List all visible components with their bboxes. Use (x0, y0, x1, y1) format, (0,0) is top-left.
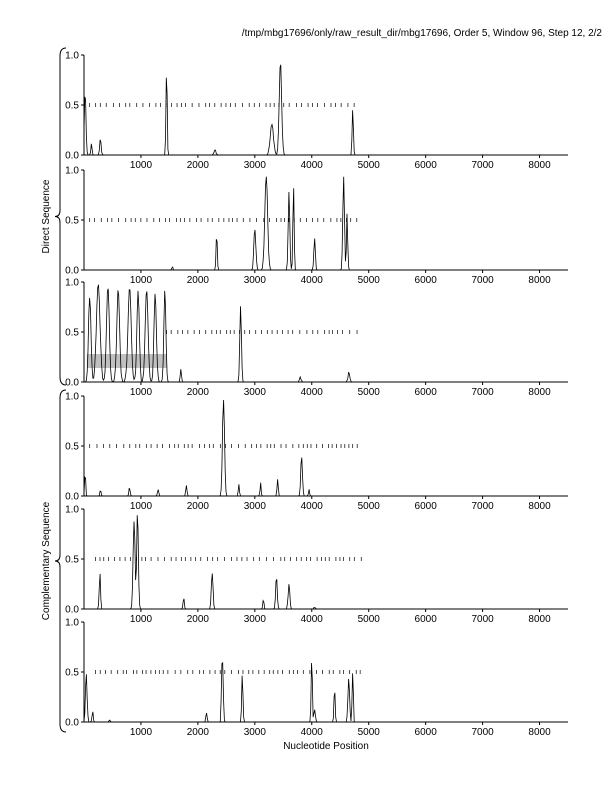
series-line (84, 515, 568, 609)
x-tick-label: 6000 (414, 727, 437, 738)
x-tick-label: 6000 (414, 275, 437, 286)
x-tick-label: 3000 (243, 387, 266, 398)
x-tick-label: 5000 (357, 275, 380, 286)
x-tick-label: 1000 (129, 501, 153, 512)
x-tick-label: 2000 (186, 501, 210, 512)
panel-3 (65, 278, 568, 399)
series-line (84, 663, 568, 722)
x-tick-label: 3000 (243, 275, 266, 286)
x-tick-label: 6000 (414, 501, 437, 512)
dash-row (90, 103, 354, 107)
panel-5 (65, 505, 568, 626)
y-tick-label: 0.5 (65, 327, 79, 339)
y-tick-label: 0.0 (65, 377, 79, 389)
x-tick-label: 5000 (357, 387, 380, 398)
file-info-header: /tmp/mbg17696/only/raw_result_dir/mbg17696, Order 5, Window 96, Step 12, 2/2 (241, 28, 602, 39)
y-tick-label: 0.5 (65, 215, 79, 227)
x-tick-label: 4000 (300, 387, 323, 398)
x-tick-label: 2000 (186, 160, 210, 171)
series-line (84, 65, 568, 155)
x-tick-label: 7000 (471, 501, 494, 512)
x-tick-label: 6000 (414, 614, 437, 625)
x-tick-label: 1000 (129, 727, 153, 738)
y-tick-label: 0.5 (65, 100, 79, 112)
panel-4 (65, 392, 568, 513)
x-tick-label: 5000 (357, 501, 380, 512)
x-tick-label: 7000 (471, 727, 494, 738)
x-tick-label: 6000 (414, 387, 437, 398)
x-tick-label: 3000 (243, 160, 266, 171)
x-tick-label: 2000 (186, 275, 210, 286)
y-tick-label: 1.0 (65, 391, 79, 403)
x-tick-label: 8000 (528, 275, 551, 286)
dash-row (90, 444, 358, 448)
x-tick-label: 8000 (528, 727, 551, 738)
complementary-group-label: Complementary Sequence (41, 501, 52, 621)
x-tick-label: 8000 (528, 387, 551, 398)
x-tick-label: 2000 (186, 387, 210, 398)
y-tick-label: 1.0 (65, 50, 79, 62)
x-axis-title: Nucleotide Position (283, 741, 369, 752)
x-tick-label: 8000 (528, 160, 551, 171)
x-tick-label: 1000 (129, 387, 153, 398)
x-tick-label: 2000 (186, 614, 210, 625)
x-tick-label: 4000 (300, 614, 323, 625)
x-tick-label: 8000 (528, 614, 551, 625)
x-tick-label: 5000 (357, 614, 380, 625)
x-tick-label: 3000 (243, 727, 266, 738)
series-line (84, 400, 568, 496)
x-tick-label: 7000 (471, 160, 494, 171)
direct-group-label: Direct Sequence (41, 179, 52, 254)
y-tick-label: 0.5 (65, 667, 79, 679)
x-tick-label: 1000 (129, 275, 153, 286)
x-tick-label: 4000 (300, 727, 323, 738)
x-tick-label: 1000 (129, 614, 153, 625)
x-tick-label: 7000 (471, 275, 494, 286)
x-tick-label: 7000 (471, 614, 494, 625)
x-tick-label: 1000 (129, 160, 153, 171)
x-tick-label: 8000 (528, 501, 551, 512)
panel-2 (65, 166, 568, 287)
y-tick-label: 0.0 (65, 717, 79, 729)
x-tick-label: 5000 (357, 160, 380, 171)
series-line (84, 177, 568, 270)
x-tick-label: 6000 (414, 160, 437, 171)
panel-6 (65, 618, 568, 739)
x-tick-label: 7000 (471, 387, 494, 398)
dash-row (167, 330, 357, 334)
x-tick-label: 4000 (300, 275, 323, 286)
dash-row (90, 218, 357, 222)
panel-1 (65, 51, 568, 172)
dash-row (95, 670, 360, 674)
y-tick-label: 1.0 (65, 277, 79, 289)
x-tick-label: 2000 (186, 727, 210, 738)
y-tick-label: 1.0 (65, 504, 79, 516)
x-tick-label: 3000 (243, 501, 266, 512)
y-tick-label: 0.0 (65, 150, 79, 162)
y-tick-label: 0.5 (65, 554, 79, 566)
x-tick-label: 5000 (357, 727, 380, 738)
y-tick-label: 0.0 (65, 265, 79, 277)
x-tick-label: 4000 (300, 160, 323, 171)
x-tick-label: 4000 (300, 501, 323, 512)
y-tick-label: 1.0 (65, 165, 79, 177)
y-tick-label: 0.0 (65, 604, 79, 616)
y-tick-label: 1.0 (65, 617, 79, 629)
y-tick-label: 0.0 (65, 491, 79, 503)
x-tick-label: 3000 (243, 614, 266, 625)
y-tick-label: 0.5 (65, 441, 79, 453)
